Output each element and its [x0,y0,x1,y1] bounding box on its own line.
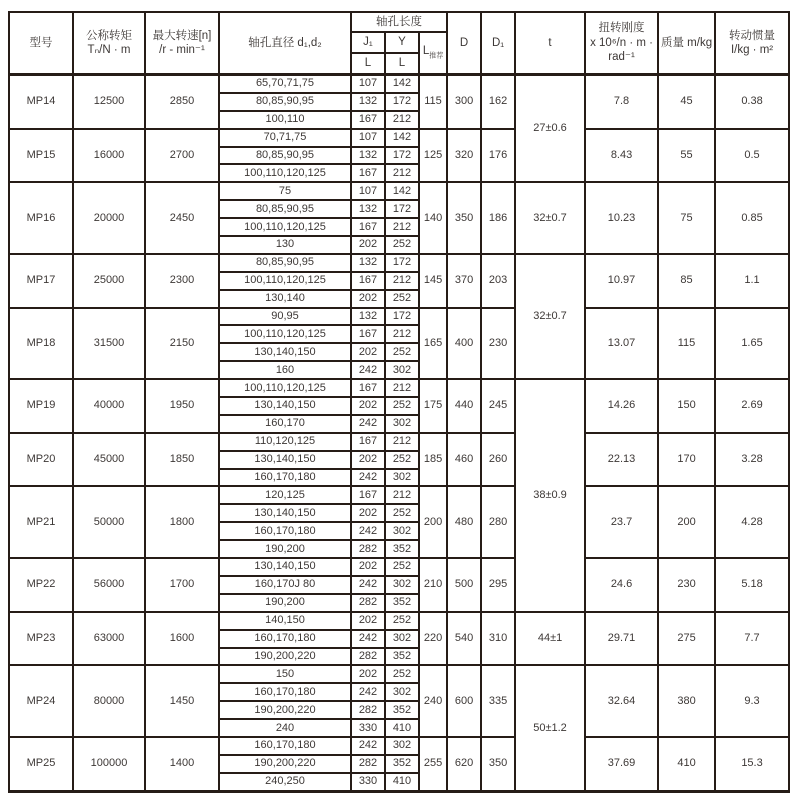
y-length-cell: 410 [385,719,419,737]
stiffness-cell: 22.13 [585,433,658,487]
mass-cell: 380 [658,665,715,737]
bore-diameter-cell: 160,170J 80 [219,576,351,594]
torque-cell: 25000 [73,254,145,308]
col-header-bore-diameter [219,12,351,75]
y-length-cell: 410 [385,773,419,791]
speed-cell: 2850 [145,75,219,129]
j1-length-cell: 167 [351,164,385,182]
stiffness-cell: 10.97 [585,254,658,308]
header-line: 转动惯量 [729,29,776,42]
speed-cell: 2300 [145,254,219,308]
j1-length-cell: 132 [351,308,385,326]
table-row [9,486,789,504]
D1-cell: 203 [481,254,515,308]
table-row [9,737,789,755]
j1-length-cell: 242 [351,469,385,487]
col-header-y: Y [385,32,419,53]
j1-length-cell: 330 [351,773,385,791]
torque-cell: 50000 [73,486,145,558]
model-cell: MP14 [9,75,73,129]
j1-length-cell: 202 [351,290,385,308]
inertia-cell: 0.38 [715,75,789,129]
y-length-cell: 142 [385,129,419,147]
y-length-cell: 212 [385,111,419,129]
bore-diameter-cell: 160,170,180 [219,469,351,487]
j1-length-cell: 132 [351,93,385,111]
bore-diameter-cell: 100,110,120,125 [219,218,351,236]
speed-cell: 2450 [145,182,219,254]
D1-cell: 176 [481,129,515,183]
stiffness-cell: 37.69 [585,737,658,791]
header-line: 最大转速[n] [152,29,212,42]
j1-length-cell: 202 [351,451,385,469]
inertia-cell: 0.5 [715,129,789,183]
model-cell: MP24 [9,665,73,737]
j1-length-cell: 107 [351,182,385,200]
bore-diameter-cell: 130,140,150 [219,397,351,415]
col-header-torque [73,12,145,75]
t-cell: 50±1.2 [515,665,585,791]
j1-length-cell: 282 [351,594,385,612]
D-cell: 300 [447,75,481,129]
D1-cell: 295 [481,558,515,612]
bore-diameter-cell: 160,170,180 [219,737,351,755]
j1-length-cell: 202 [351,343,385,361]
model-cell: MP15 [9,129,73,183]
j1-length-cell: 167 [351,111,385,129]
D-cell: 370 [447,254,481,308]
y-length-cell: 352 [385,701,419,719]
l-recommended-cell: 125 [419,129,447,183]
stiffness-cell: 29.71 [585,612,658,666]
j1-length-cell: 202 [351,612,385,630]
j1-length-cell: 330 [351,719,385,737]
y-length-cell: 302 [385,415,419,433]
torque-cell: 31500 [73,308,145,380]
t-cell: 38±0.9 [515,379,585,612]
col-header-model [9,12,73,75]
bore-diameter-cell: 240,250 [219,773,351,791]
inertia-cell: 4.28 [715,486,789,558]
bore-diameter-cell: 80,85,90,95 [219,147,351,165]
y-length-cell: 302 [385,630,419,648]
col-header-stiffness [585,12,658,75]
y-length-cell: 212 [385,325,419,343]
speed-cell: 1450 [145,665,219,737]
torque-cell: 80000 [73,665,145,737]
bore-diameter-cell: 160,170,180 [219,683,351,701]
header-line: /r - min⁻¹ [159,44,205,56]
bore-diameter-cell: 130,140 [219,290,351,308]
torque-cell: 20000 [73,182,145,254]
col-header-l-recommended [419,32,447,75]
speed-cell: 1400 [145,737,219,791]
bore-diameter-cell: 100,110,120,125 [219,164,351,182]
j1-length-cell: 167 [351,218,385,236]
j1-length-cell: 242 [351,415,385,433]
bore-diameter-cell: 90,95 [219,308,351,326]
bore-diameter-cell: 130,140,150 [219,504,351,522]
y-length-cell: 352 [385,648,419,666]
j1-length-cell: 202 [351,236,385,254]
j1-length-cell: 167 [351,433,385,451]
D-cell: 600 [447,665,481,737]
torque-cell: 12500 [73,75,145,129]
bore-diameter-cell: 160 [219,361,351,379]
y-length-cell: 252 [385,612,419,630]
D1-cell: 245 [481,379,515,433]
y-length-cell: 172 [385,254,419,272]
D-cell: 460 [447,433,481,487]
D1-cell: 280 [481,486,515,558]
y-length-cell: 252 [385,665,419,683]
speed-cell: 1600 [145,612,219,666]
coupling-spec-table [8,11,790,793]
inertia-cell: 7.7 [715,612,789,666]
j1-length-cell: 107 [351,75,385,93]
y-length-cell: 252 [385,558,419,576]
D1-cell: 186 [481,182,515,254]
D-cell: 500 [447,558,481,612]
D-cell: 400 [447,308,481,380]
stiffness-cell: 10.23 [585,182,658,254]
j1-length-cell: 282 [351,755,385,773]
y-length-cell: 212 [385,218,419,236]
bore-diameter-cell: 80,85,90,95 [219,200,351,218]
table-row [9,182,789,200]
bore-diameter-cell: 110,120,125 [219,433,351,451]
y-length-cell: 212 [385,486,419,504]
header-line: 公称转矩 [86,29,132,42]
table-row [9,379,789,397]
bore-diameter-cell: 190,200,220 [219,648,351,666]
l-recommended-cell: 175 [419,379,447,433]
model-cell: MP22 [9,558,73,612]
l-recommended-cell: 210 [419,558,447,612]
j1-length-cell: 282 [351,540,385,558]
stiffness-cell: 23.7 [585,486,658,558]
D-cell: 350 [447,182,481,254]
j1-length-cell: 167 [351,486,385,504]
y-length-cell: 252 [385,397,419,415]
y-length-cell: 252 [385,451,419,469]
inertia-cell: 3.28 [715,433,789,487]
bore-diameter-cell: 130,140,150 [219,451,351,469]
y-length-cell: 212 [385,433,419,451]
l-recommended-cell: 185 [419,433,447,487]
bore-diameter-cell: 130,140,150 [219,558,351,576]
D1-cell: 310 [481,612,515,666]
y-length-cell: 302 [385,683,419,701]
bore-diameter-cell: 100,110 [219,111,351,129]
D-cell: 540 [447,612,481,666]
l-recommended-cell: 145 [419,254,447,308]
table-row [9,308,789,326]
l-recommended-cell: 165 [419,308,447,380]
model-cell: MP17 [9,254,73,308]
col-header-speed [145,12,219,75]
j1-length-cell: 132 [351,254,385,272]
speed-cell: 2700 [145,129,219,183]
y-length-cell: 212 [385,272,419,290]
header-line: 型号 [29,36,53,49]
mass-cell: 85 [658,254,715,308]
inertia-cell: 15.3 [715,737,789,791]
bore-diameter-cell: 160,170,180 [219,522,351,540]
D1-cell: 230 [481,308,515,380]
bore-diameter-cell: 140,150 [219,612,351,630]
inertia-cell: 9.3 [715,665,789,737]
y-length-cell: 172 [385,308,419,326]
j1-length-cell: 202 [351,397,385,415]
model-cell: MP18 [9,308,73,380]
col-header-inertia [715,12,789,75]
header-line: Tₙ/N · m [87,44,131,56]
y-length-cell: 302 [385,361,419,379]
mass-cell: 45 [658,75,715,129]
bore-diameter-cell: 100,110,120,125 [219,379,351,397]
D1-cell: 260 [481,433,515,487]
table-row [9,129,789,147]
speed-cell: 1950 [145,379,219,433]
l-recommended-cell: 240 [419,665,447,737]
bore-diameter-cell: 190,200 [219,594,351,612]
bore-diameter-cell: 65,70,71,75 [219,75,351,93]
bore-diameter-cell: 100,110,120,125 [219,325,351,343]
table-row [9,612,789,630]
j1-length-cell: 202 [351,665,385,683]
mass-cell: 75 [658,182,715,254]
t-cell: 32±0.7 [515,254,585,379]
j1-length-cell: 202 [351,558,385,576]
bore-diameter-cell: 80,85,90,95 [219,254,351,272]
y-length-cell: 352 [385,755,419,773]
model-cell: MP25 [9,737,73,791]
bore-diameter-cell: 130 [219,236,351,254]
bore-diameter-cell: 160,170 [219,415,351,433]
y-length-cell: 252 [385,504,419,522]
torque-cell: 40000 [73,379,145,433]
y-length-cell: 142 [385,182,419,200]
bore-diameter-cell: 190,200,220 [219,701,351,719]
bore-diameter-cell: 120,125 [219,486,351,504]
j1-length-cell: 242 [351,576,385,594]
y-length-cell: 172 [385,200,419,218]
j1-length-cell: 242 [351,630,385,648]
j1-length-cell: 242 [351,522,385,540]
table-row [9,254,789,272]
j1-length-cell: 167 [351,272,385,290]
header-line: I/kg · m² [730,44,774,56]
col-header-D1: D₁ [481,12,515,75]
header-line: L [422,45,430,58]
speed-cell: 1800 [145,486,219,558]
bore-diameter-cell: 240 [219,719,351,737]
header-line: x 10⁶/n · m · [590,36,653,49]
j1-length-cell: 282 [351,701,385,719]
D-cell: 320 [447,129,481,183]
stiffness-cell: 24.6 [585,558,658,612]
y-length-cell: 352 [385,540,419,558]
y-length-cell: 302 [385,522,419,540]
speed-cell: 1850 [145,433,219,487]
header-line-sub: 推荐 [429,52,444,60]
bore-diameter-cell: 130,140,150 [219,343,351,361]
speed-cell: 2150 [145,308,219,380]
bore-diameter-cell: 70,71,75 [219,129,351,147]
col-header-D: D [447,12,481,75]
mass-cell: 410 [658,737,715,791]
j1-length-cell: 242 [351,683,385,701]
stiffness-cell: 13.07 [585,308,658,380]
model-cell: MP20 [9,433,73,487]
mass-cell: 115 [658,308,715,380]
y-length-cell: 302 [385,576,419,594]
header-line: 轴孔直径 d₁,d₂ [248,36,322,49]
torque-cell: 16000 [73,129,145,183]
y-length-cell: 172 [385,93,419,111]
D1-cell: 350 [481,737,515,791]
j1-length-cell: 282 [351,648,385,666]
D-cell: 440 [447,379,481,433]
y-length-cell: 302 [385,737,419,755]
j1-length-cell: 167 [351,379,385,397]
mass-cell: 200 [658,486,715,558]
stiffness-cell: 8.43 [585,129,658,183]
stiffness-cell: 14.26 [585,379,658,433]
mass-cell: 230 [658,558,715,612]
mass-cell: 150 [658,379,715,433]
model-cell: MP23 [9,612,73,666]
inertia-cell: 2.69 [715,379,789,433]
l-recommended-cell: 200 [419,486,447,558]
j1-length-cell: 202 [351,504,385,522]
j1-length-cell: 242 [351,361,385,379]
l-recommended-cell: 115 [419,75,447,129]
y-length-cell: 212 [385,379,419,397]
D-cell: 620 [447,737,481,791]
col-header-j1: J₁ [351,32,385,53]
bore-diameter-cell: 190,200 [219,540,351,558]
col-header-bore-length-group: 轴孔长度 [351,12,447,32]
table-body [9,75,789,792]
y-length-cell: 252 [385,236,419,254]
bore-diameter-cell: 80,85,90,95 [219,93,351,111]
mass-cell: 170 [658,433,715,487]
j1-length-cell: 242 [351,737,385,755]
t-cell: 32±0.7 [515,182,585,254]
torque-cell: 100000 [73,737,145,791]
bore-diameter-cell: 75 [219,182,351,200]
bore-diameter-cell: 100,110,120,125 [219,272,351,290]
stiffness-cell: 7.8 [585,75,658,129]
j1-length-cell: 167 [351,325,385,343]
j1-length-cell: 132 [351,147,385,165]
y-length-cell: 352 [385,594,419,612]
inertia-cell: 5.18 [715,558,789,612]
j1-length-cell: 107 [351,129,385,147]
col-header-l-under-j1: L [351,53,385,75]
inertia-cell: 0.85 [715,182,789,254]
bore-diameter-cell: 150 [219,665,351,683]
mass-cell: 275 [658,612,715,666]
D-cell: 480 [447,486,481,558]
mass-cell: 55 [658,129,715,183]
table-row [9,75,789,93]
col-header-mass: 质量 m/kg [658,12,715,75]
bore-diameter-cell: 190,200,220 [219,755,351,773]
D1-cell: 335 [481,665,515,737]
y-length-cell: 302 [385,469,419,487]
torque-cell: 56000 [73,558,145,612]
y-length-cell: 252 [385,343,419,361]
inertia-cell: 1.1 [715,254,789,308]
model-cell: MP16 [9,182,73,254]
bore-diameter-cell: 160,170,180 [219,630,351,648]
t-cell: 27±0.6 [515,75,585,183]
l-recommended-cell: 220 [419,612,447,666]
model-cell: MP21 [9,486,73,558]
y-length-cell: 212 [385,164,419,182]
y-length-cell: 252 [385,290,419,308]
y-length-cell: 172 [385,147,419,165]
inertia-cell: 1.65 [715,308,789,380]
col-header-t: t [515,12,585,75]
torque-cell: 45000 [73,433,145,487]
torque-cell: 63000 [73,612,145,666]
l-recommended-cell: 140 [419,182,447,254]
table-row [9,665,789,683]
model-cell: MP19 [9,379,73,433]
table-row [9,558,789,576]
table-row [9,433,789,451]
l-recommended-cell: 255 [419,737,447,791]
t-cell: 44±1 [515,612,585,666]
y-length-cell: 142 [385,75,419,93]
j1-length-cell: 132 [351,200,385,218]
col-header-l-under-y: L [385,53,419,75]
D1-cell: 162 [481,75,515,129]
header-line: rad⁻¹ [608,51,635,64]
stiffness-cell: 32.64 [585,665,658,737]
speed-cell: 1700 [145,558,219,612]
header-line: 扭转刚度 [598,22,645,35]
table-header [9,12,789,75]
